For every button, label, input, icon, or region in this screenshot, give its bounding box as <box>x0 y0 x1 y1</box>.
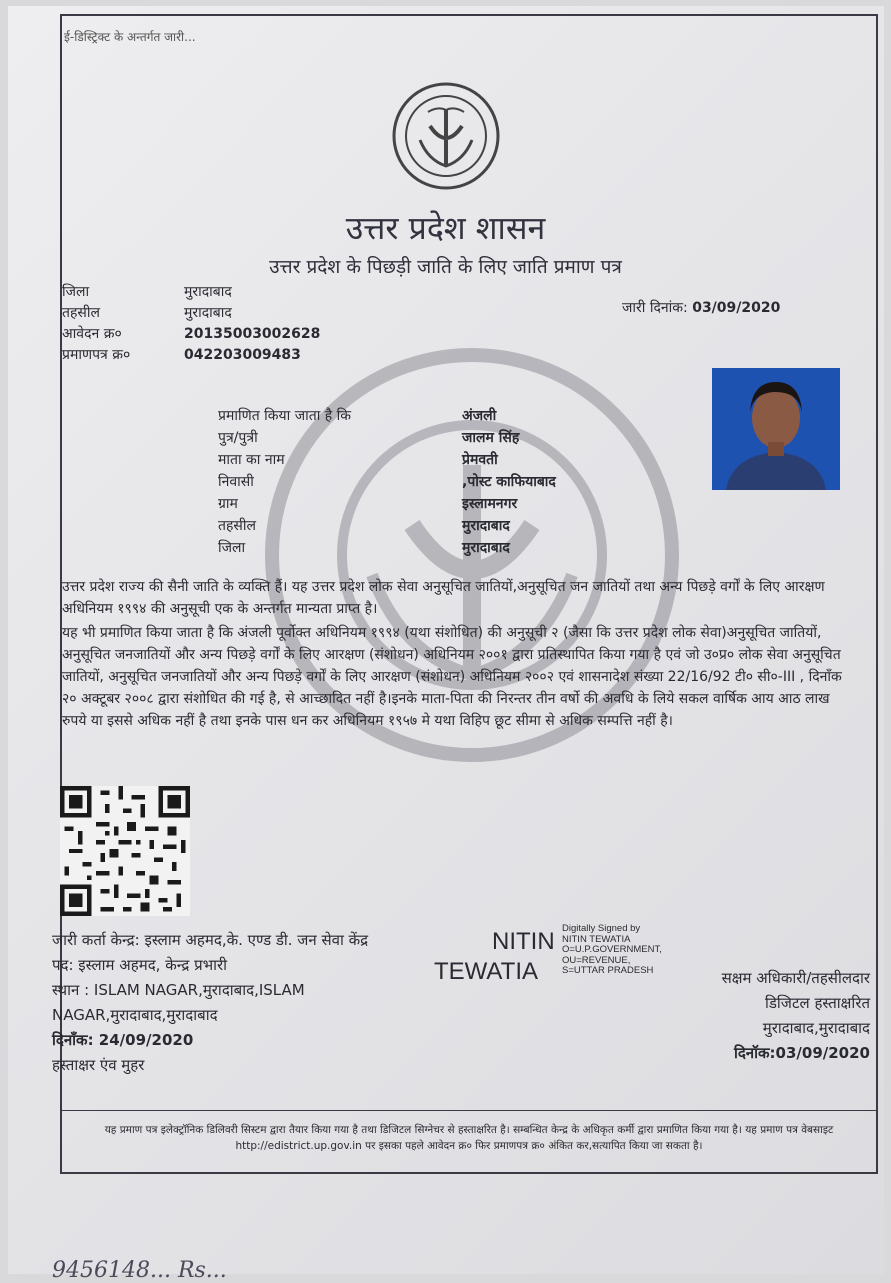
body-paragraph-2: यह भी प्रमाणित किया जाता है कि अंजली पूर्वोक्त अधिनियम १९९४ (यथा संशोधित) की अनुसूची २ (जैसा कि उत्तर प्रदेश लोक सेवा)अनुसूचित जातियों, अनुसूचित जनजातियों और अन्य पिछड़े वर्गों के लिए आरक्षण (संशोधन) अधिनियम २००१ द्वारा प्रतिस्थापित किया गया है एवं जो उ०प्र० लोक सेवा अनुसूचित जातियों, अनुसूचित जनजातियों और अन्य पिछड़े वर्गों के लिए आरक्षण (संशोधन) अधिनियम २००२ एवं शासनादेश संख्या 22/16/92 टी० सी०-III , दिनाँक २० अक्टूबर २००८ द्वारा संशोधित की गई है, से आच्छादित नहीं है।इनके माता-पिता की निरन्तर तीन वर्षो की अवधि के लिये सकल वार्षिक आय आठ लाख रुपये या इससे अधिक नहीं है तथा इनके पास धन कर अधिनियम १९५७ मे यथा विहिप छूट सीमा से अधिक सम्पत्ति नहीं है। <box>62 625 842 729</box>
issuer-date: दिनाँक: 24/09/2020 <box>52 1031 194 1049</box>
issuer-centre: जारी कर्ता केन्द्र: इस्लाम अहमद,के. एण्ड डी. जन सेवा केंद्र <box>52 931 369 949</box>
applicant-name: अंजली <box>462 408 497 424</box>
body-paragraph-1: उत्तर प्रदेश राज्य की सैनी जाति के व्यक्ति हैं। यह उत्तर प्रदेश लोक सेवा अनुसूचित जातियों,अनुसूचित जन जातियों तथा अन्य पिछड़े वर्गों के लिए आरक्षण अधिनियम १९९४ की अनुसूची एक के अन्तर्गत मान्यता प्राप्त है। <box>62 579 825 617</box>
issuer-place: स्थान : ISLAM NAGAR,मुरादाबाद,ISLAM NAGAR,मुरादाबाद,मुरादाबाद <box>52 981 305 1024</box>
district-label: जिला <box>62 284 90 300</box>
detail-row: प्रमाणित किया जाता है कि अंजली <box>218 405 556 427</box>
detail-row: ग्राम इस्लामनगर <box>218 493 556 515</box>
residence: ,पोस्ट काफियाबाद <box>462 474 556 490</box>
authority-place: मुरादाबाद,मुरादाबाद <box>762 1019 870 1037</box>
authority-title: सक्षम अधिकारी/तहसीलदार <box>721 969 870 987</box>
person-details <box>218 405 556 559</box>
applicant-photo <box>712 368 840 490</box>
detail-row: माता का नाम प्रेमवती <box>218 449 556 471</box>
application-label: आवेदन क्र० <box>62 326 122 342</box>
authority-signed: डिजिटल हस्ताक्षरित <box>765 994 870 1012</box>
certificate-body <box>62 576 852 734</box>
issue-date <box>622 298 780 317</box>
footer-divider <box>60 1110 878 1111</box>
district-value: मुरादाबाद <box>184 284 232 300</box>
certificate-meta <box>62 282 320 366</box>
detail-row: निवासी ,पोस्ट काफियाबाद <box>218 471 556 493</box>
up-government-emblem-icon <box>390 80 502 192</box>
certificate-label: प्रमाणपत्र क्र० <box>62 347 131 363</box>
edistrict-note: ई-डिस्ट्रिक्ट के अन्तर्गत जारी... <box>64 30 196 44</box>
issuer-signature-label: हस्ताक्षर एंव मुहर <box>52 1056 145 1074</box>
detail-row: तहसील मुरादाबाद <box>218 515 556 537</box>
qr-code-icon[interactable] <box>60 786 190 916</box>
issue-date-value: 03/09/2020 <box>692 300 781 316</box>
handwritten-note: 9456148... Rs... <box>52 1258 227 1283</box>
authority-block <box>600 966 870 1066</box>
detail-tehsil: मुरादाबाद <box>462 518 510 534</box>
authority-date: दिनॉक:03/09/2020 <box>733 1044 870 1062</box>
village: इस्लामनगर <box>462 496 518 512</box>
application-number: 20135003002628 <box>184 326 321 342</box>
signature-details: Digitally Signed by NITIN TEWATIA O=U.P.GOVERNMENT, OU=REVENUE, S=UTTAR PRADESH <box>562 923 662 976</box>
tehsil-value: मुरादाबाद <box>184 305 232 321</box>
issuer-post: पद: इस्लाम अहमद, केन्द्र प्रभारी <box>52 956 228 974</box>
signer-first-name: NITIN <box>492 928 555 955</box>
tehsil-label: तहसील <box>62 305 100 321</box>
mother-name: प्रेमवती <box>462 452 498 468</box>
issuer-block <box>52 928 432 1078</box>
signer-last-name: TEWATIA <box>434 958 538 985</box>
footer-note: यह प्रमाण पत्र इलेक्ट्रॉनिक डिलिवरी सिस्टम द्वारा तैयार किया गया है तथा डिजिटल सिग्नेचर से हस्ताक्षरित है। सम्बन्धित केन्द्र के अधिकृत कर्मी द्वारा प्रमाणित किया गया है। यह प्रमाण पत्र वेबसाइट http://edistrict.up.gov.in पर इसका पहले आवेदन क्र० फिर प्रमाणपत्र क्र० अंकित कर,सत्यापित किया जा सकता है। <box>104 1124 834 1152</box>
parent-name: जालम सिंह <box>462 430 520 446</box>
detail-district: मुरादाबाद <box>462 540 510 556</box>
detail-row: जिला मुरादाबाद <box>218 537 556 559</box>
detail-row: पुत्र/पुत्री जालम सिंह <box>218 427 556 449</box>
page-subtitle: उत्तर प्रदेश के पिछड़ी जाति के लिए जाति प्रमाण पत्र <box>269 256 622 278</box>
certificate-number: 042203009483 <box>184 347 301 363</box>
issue-date-label: जारी दिनांक: <box>622 300 688 316</box>
page-title: उत्तर प्रदेश शासन <box>345 209 546 247</box>
